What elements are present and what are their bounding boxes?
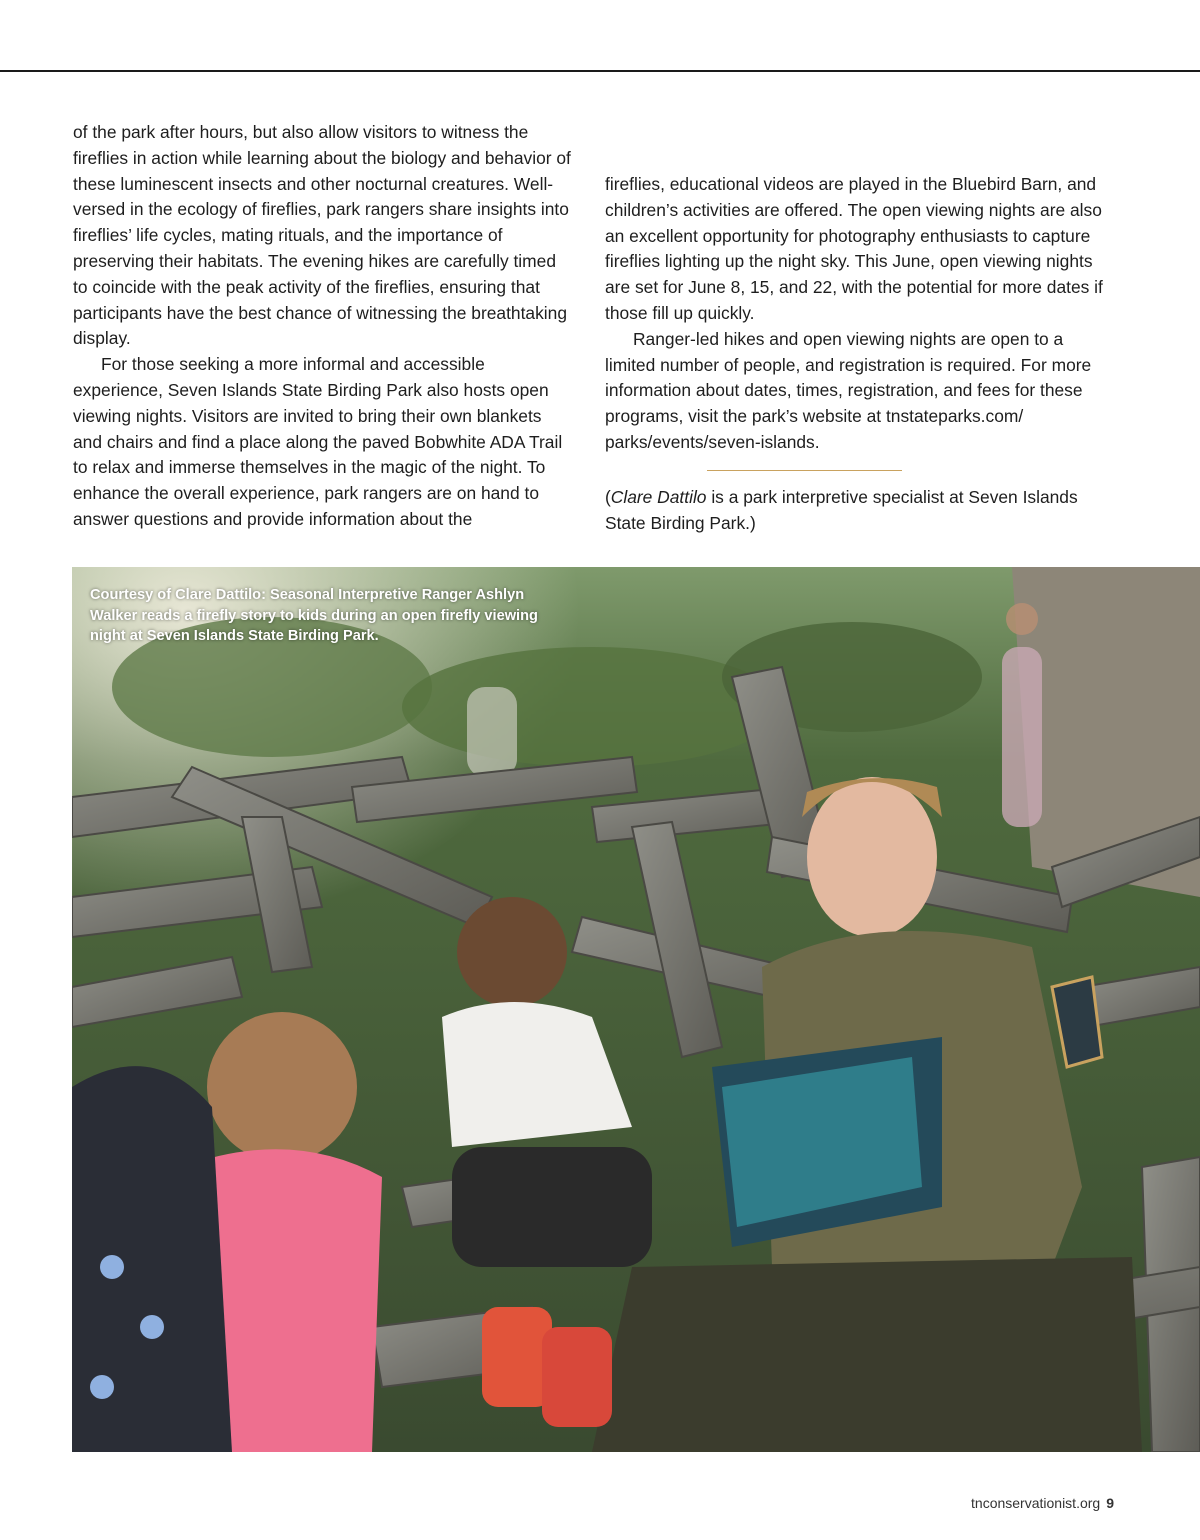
photo-illustration [72, 567, 1200, 1452]
footer-site: tnconservationist.org [971, 1495, 1101, 1511]
bio-open: ( [605, 486, 611, 507]
article-column-left [73, 120, 573, 533]
feature-photo [72, 567, 1200, 1452]
page-number: 9 [1106, 1495, 1114, 1511]
article-paragraph: Ranger-led hikes and open viewing nights are open to a limited number of people, and registration is required. For more information about dates, times, registration, and fees for these programs, visit the park’s website at tnstateparks.com/ parks/events/seven-islands. [605, 328, 1092, 452]
caption-credit: Courtesy of Clare Dattilo: [90, 587, 266, 603]
caption-text: Seasonal Interpretive Ranger Ashlyn Walker reads a firefly story to kids during an open firefly viewing night at Seven Islands State Birding Park. [90, 587, 538, 644]
article-paragraph: of the park after hours, but also allow visitors to witness the fireflies in action while learning about the biology and behavior of these luminescent insects and other nocturnal creatures. Well-versed in the ecology of fireflies, park rangers share insights into fireflies’ life cycles, mating rituals, and the importance of preserving their habitats. The evening hikes are carefully timed to coincide with the peak activity of the fireflies, ensuring that participants have the best chance of witnessing the breathtaking display. [73, 122, 571, 349]
header-rule [0, 70, 1200, 72]
section-divider [707, 470, 902, 471]
page-footer [971, 1495, 1114, 1511]
author-name: Clare Dattilo [610, 486, 707, 507]
author-bio [605, 485, 1105, 537]
article-paragraph: For those seeking a more informal and accessible experience, Seven Islands State Birding Park also hosts open viewing nights. Visitors are invited to bring their own blankets and chairs and find a place along the paved Bobwhite ADA Trail to relax and immerse themselves in the magic of the night. To enhance the overall experience, park rangers are on hand to answer questions and provide information about the [73, 354, 563, 529]
article-paragraph: fireflies, educational videos are played in the Bluebird Barn, and children’s activities are offered. The open viewing nights are also an excellent opportunity for photography enthusiasts to capture fireflies lighting up the night sky. This June, open viewing nights are set for June 8, 15, and 22, with the potential for more dates if those fill up quickly. [605, 174, 1103, 323]
bio-text: is a park interpretive specialist at Seven Islands State Birding Park.) [605, 486, 1078, 533]
article-column-right [605, 172, 1105, 536]
photo-caption [90, 585, 570, 647]
